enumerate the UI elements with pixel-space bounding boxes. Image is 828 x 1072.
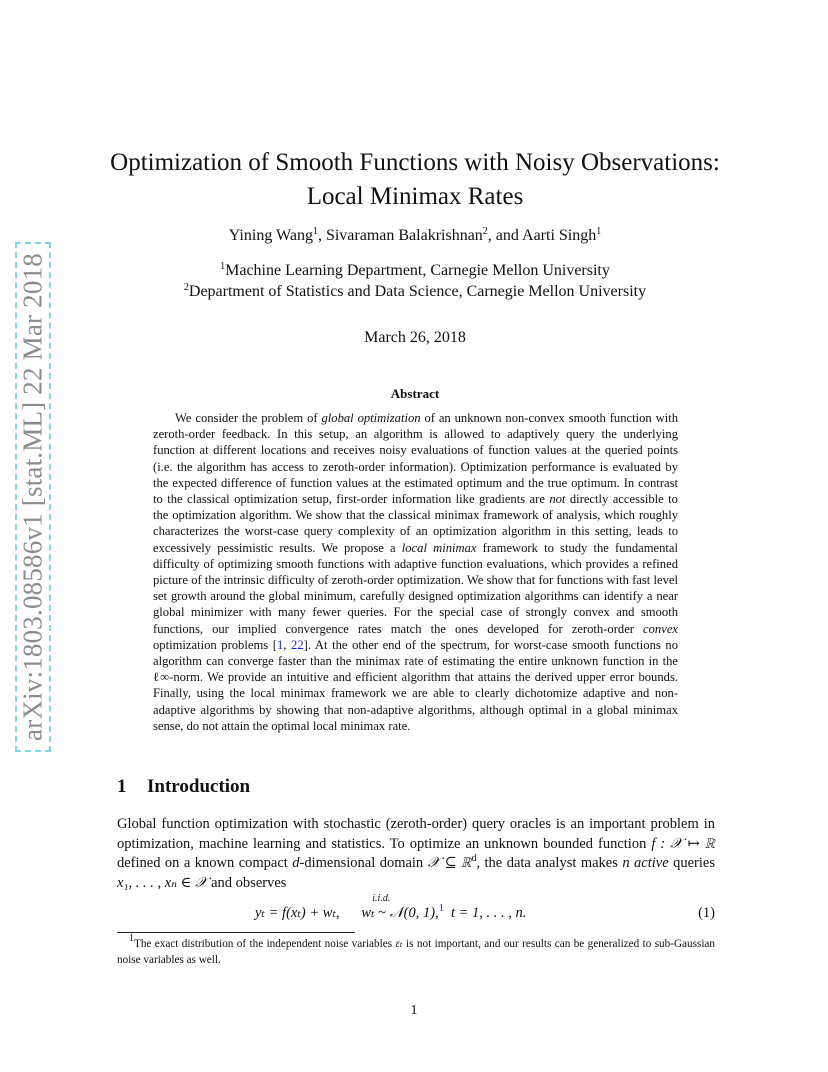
affiliations — [80, 260, 750, 302]
author-list: Yining Wang$^1$, Sivaraman Balakrishnan$^2$, and Aarti Singh$^1$ — [228, 226, 602, 244]
title-line-1: Optimization of Smooth Functions with Noisy Observations: — [110, 149, 720, 176]
title-line-2: Local Minimax Rates — [306, 183, 524, 210]
paper-date: March 26, 2018 — [364, 329, 466, 346]
arxiv-identifier: arXiv:1803.08586v1 [stat.ML] 22 Mar 2018 — [17, 253, 48, 741]
math-inline: n — [622, 855, 630, 872]
math-inline: 𝒳 ⊆ ℝ — [427, 855, 472, 872]
footnote-rule — [117, 932, 355, 933]
author-2-affil-mark: 2 — [482, 226, 488, 237]
footnote-marker[interactable]: 1 — [438, 903, 444, 914]
section-title: Introduction — [147, 776, 251, 797]
author-1: Yining Wang — [228, 227, 313, 244]
abstract-body: We consider the problem of global optimization of an unknown non-convex smooth function with zeroth-order feedback. In this setup, an algorithm is allowed to adaptively query the underlying function at different locations and receives noisy evaluations of function values at the queried points (i.e. the algorithm has access to zeroth-order information). Optimization performance is evaluated by the expected difference of function values at the estimated optimum and the true optimum. In contrast to the classical optimization setup, first-order information like gradients are not directly accessible to the optimization algorithm. We show that the classical minimax framework of analysis, which roughly characterizes the worst-case query complexity of an optimization algorithm in this setting, leads to excessively pessimistic results. We propose a local minimax framework to study the fundamental difficulty of optimizing smooth functions with adaptive function evaluations, which provides a refined picture of the intrinsic difficulty of zeroth-order optimization. We show that for functions with fast level set growth around the global minimum, carefully designed optimization algorithms can identify a near global minimizer with many fewer queries. For the special case of strongly convex and smooth functions, our implied convergence rates match the ones developed for zeroth-order convex optimization problems [1, 22]. At the other end of the spectrum, for worst-case smooth functions no algorithm can converge faster than the minimax rate of estimating the entire unknown function in the ℓ∞-norm. We provide an intuitive and efficient algorithm that attains the derived upper error bounds. Finally, using the local minimax framework we are able to clearly dichotomize adaptive and non-adaptive algorithms by showing that non-adaptive algorithms, although optimal in a global minimax sense, do not attain the optimal local minimax rate. — [153, 411, 679, 733]
affiliation-2: $^2$Department of Statistics and Data Science, Carnegie Mellon University — [183, 282, 647, 300]
affiliation-1: $^1$Machine Learning Department, Carnegie Mellon University — [220, 261, 610, 279]
abstract-heading: Abstract — [390, 386, 440, 401]
citation-link[interactable]: 1 — [276, 637, 284, 652]
author-1-affil-mark: 1 — [312, 226, 318, 237]
section-heading — [117, 776, 250, 798]
math-inline: d — [292, 855, 300, 872]
author-3: and Aarti Singh — [495, 227, 597, 244]
equation-number: (1) — [698, 905, 715, 921]
arxiv-stamp — [15, 242, 51, 752]
paper-title — [80, 146, 750, 214]
footnote-1: $^1$The exact distribution of the independent noise variables εₜ is not important, and our results can be generalized to sub-Gaussian noise variables as well. — [117, 933, 715, 966]
author-3-affil-mark: 1 — [596, 226, 602, 237]
citation-link[interactable]: 22 — [291, 637, 304, 652]
page-number: 1 — [410, 1003, 418, 1018]
math-inline: x₁, . . . , xₙ ∈ 𝒳 — [117, 874, 208, 891]
math-inline: f : 𝒳 ↦ ℝ — [651, 835, 715, 852]
equation-expression: yₜ = f(xₜ) + wₜ, wₜ ~ i.i.d. 𝒩(0, 1),$^1$ t = 1, . . . , n. — [255, 893, 527, 921]
intro-paragraph: Global function optimization with stochastic (zeroth-order) query oracles is an important problem in optimization, machine learning and statistics. To optimize an unknown bounded function f : 𝒳 ↦ ℝ defined on a known compact d-dimensional domain 𝒳 ⊆ ℝ$^d$, the data analyst makes n active queries x₁, . . . , xₙ ∈ 𝒳 and observes — [117, 816, 715, 891]
author-2: Sivaraman Balakrishnan — [325, 227, 483, 244]
section-number: 1 — [117, 776, 127, 797]
